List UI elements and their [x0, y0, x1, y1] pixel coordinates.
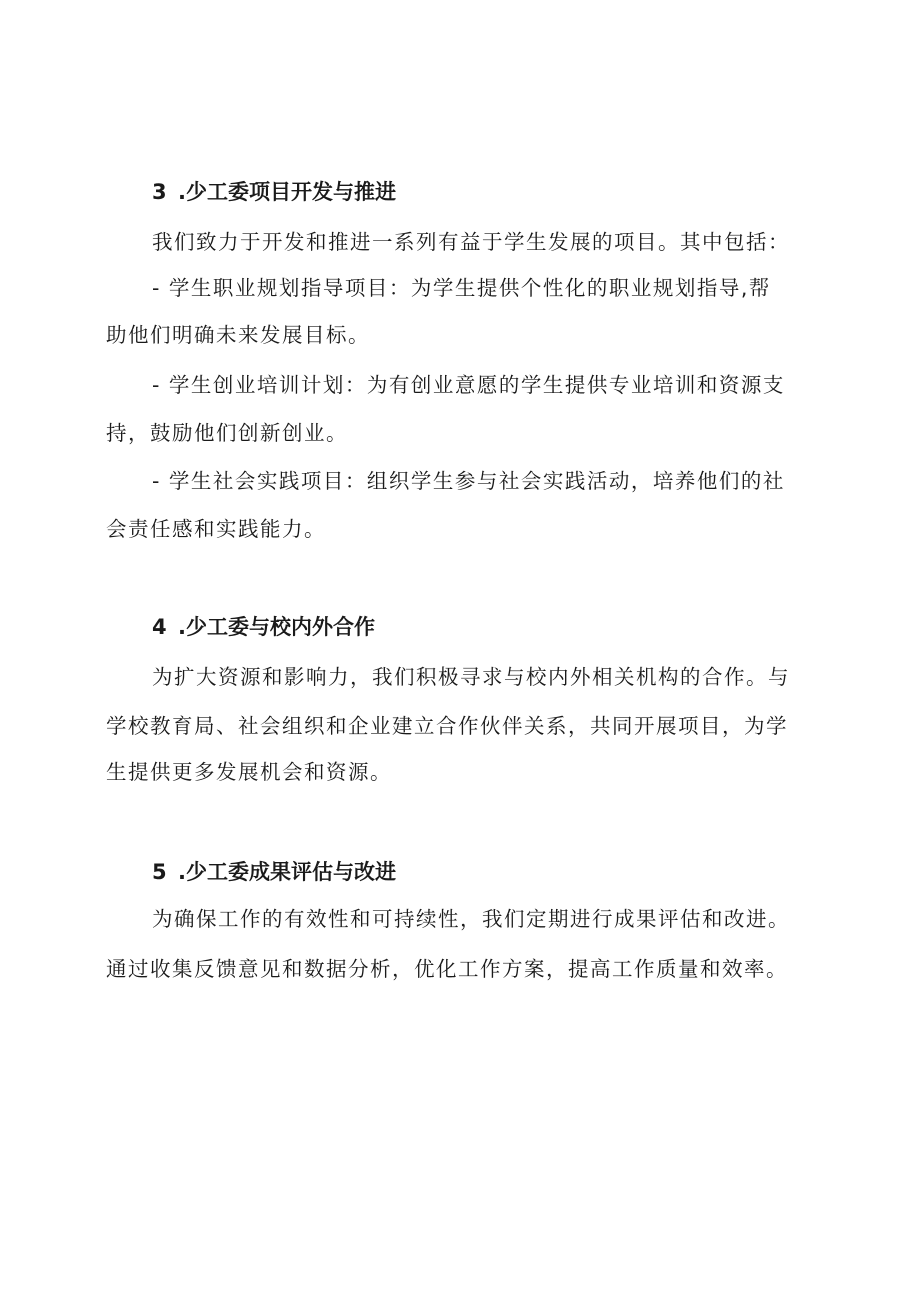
- section-5-number: 5: [152, 860, 167, 884]
- section-3-heading: [152, 177, 396, 207]
- section-4-title: .少工委与校内外合作: [178, 615, 375, 639]
- paragraph-line: 会责任感和实践能力。: [106, 517, 326, 541]
- section-4-heading: [152, 612, 375, 642]
- section-4-number: 4: [152, 615, 167, 639]
- paragraph-line: - 学生创业培训计划：为有创业意愿的学生提供专业培训和资源支: [152, 373, 785, 397]
- section-5-heading: [152, 857, 396, 887]
- section-3-title: .少工委项目开发与推进: [178, 180, 396, 204]
- paragraph-line: 通过收集反馈意见和数据分析，优化工作方案，提高工作质量和效率。: [106, 957, 788, 981]
- paragraph-line: - 学生职业规划指导项目：为学生提供个性化的职业规划指导,帮: [152, 276, 771, 300]
- paragraph-line: 为确保工作的有效性和可持续性，我们定期进行成果评估和改进。: [152, 907, 790, 931]
- paragraph-line: 学校教育局、社会组织和企业建立合作伙伴关系，共同开展项目，为学: [106, 714, 788, 738]
- section-5-title: .少工委成果评估与改进: [178, 860, 396, 884]
- paragraph-line: - 学生社会实践项目：组织学生参与社会实践活动，培养他们的社: [152, 469, 785, 493]
- section-3-number: 3: [152, 180, 167, 204]
- paragraph-line: 助他们明确未来发展目标。: [106, 323, 370, 347]
- paragraph-line: 持，鼓励他们创新创业。: [106, 421, 348, 445]
- paragraph-line: 为扩大资源和影响力，我们积极寻求与校内外相关机构的合作。与: [152, 665, 790, 689]
- paragraph-line: 我们致力于开发和推进一系列有益于学生发展的项目。其中包括：: [152, 230, 790, 254]
- paragraph-line: 生提供更多发展机会和资源。: [106, 760, 392, 784]
